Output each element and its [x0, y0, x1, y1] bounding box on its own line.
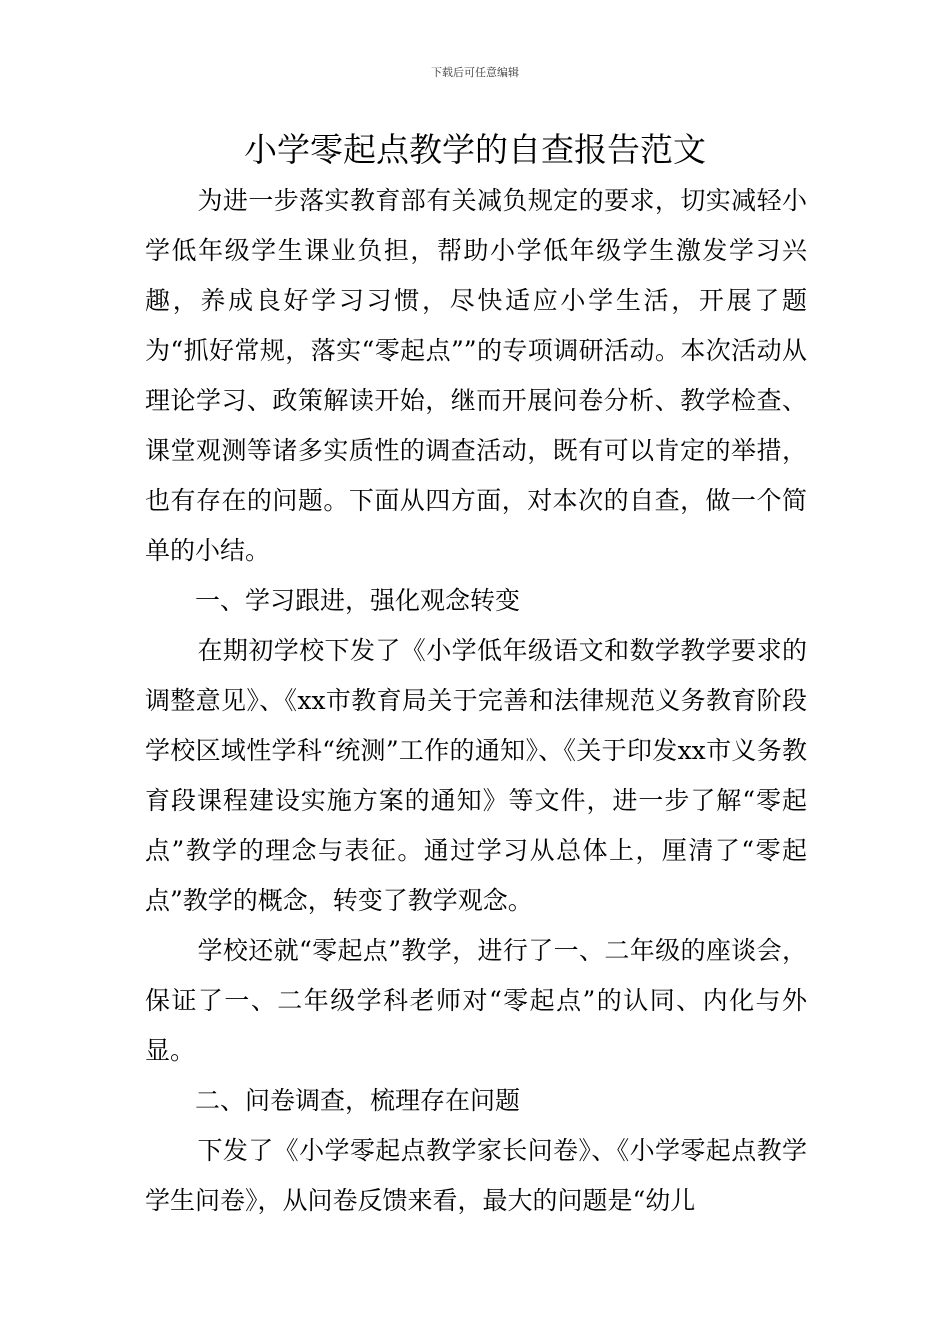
section1-paragraph-1: 在期初学校下发了《小学低年级语文和数学教学要求的调整意见》、《xx市教育局关于完善和法律规范义务教育阶段学校区域性学科“统测”工作的通知》、《关于印发xx市义务教育段课程建设实施方案的通知》等文件，进一步了解“零起点”教学的理念与表征。通过学习从总体上，厘清了“零起点”教学的概念，转变了教学观念。: [145, 636, 807, 915]
section-heading-2: 二、问卷调查，梳理存在问题: [195, 1086, 521, 1115]
section2-paragraph-1: 下发了《小学零起点教学家长问卷》、《小学零起点教学学生问卷》，从问卷反馈来看，最大的问题是“幼儿: [145, 1136, 807, 1215]
header-note: 下载后可任意编辑: [431, 66, 519, 79]
section-heading-1: 一、学习跟进，强化观念转变: [195, 586, 521, 615]
document-title: 小学零起点教学的自查报告范文: [244, 130, 706, 169]
section1-paragraph-2: 学校还就“零起点”教学，进行了一、二年级的座谈会，保证了一、二年级学科老师对“零起点”的认同、内化与外显。: [145, 936, 807, 1065]
document-body: [145, 176, 807, 1226]
intro-paragraph: 为进一步落实教育部有关减负规定的要求，切实减轻小学低年级学生课业负担，帮助小学低年级学生激发学习兴趣，养成良好学习习惯，尽快适应小学生活，开展了题为“抓好常规，落实“零起点””的专项调研活动。本次活动从理论学习、政策解读开始，继而开展问卷分析、教学检查、课堂观测等诸多实质性的调查活动，既有可以肯定的举措，也有存在的问题。下面从四方面，对本次的自查，做一个简单的小结。: [145, 186, 807, 565]
